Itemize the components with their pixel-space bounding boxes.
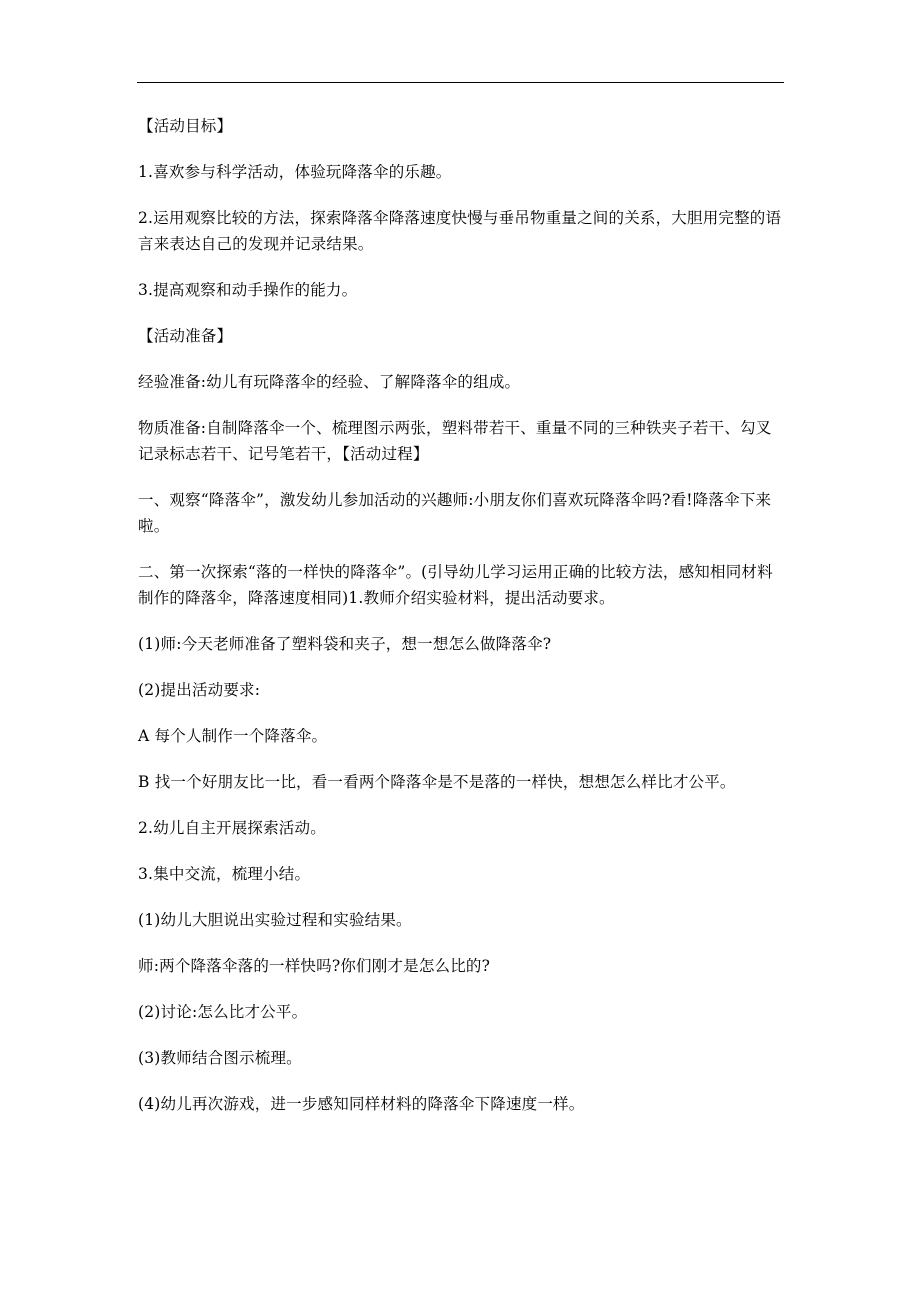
process-substep: (3)教师结合图示梳理。 [138, 1049, 302, 1067]
section-heading-goals: 【活动目标】 [138, 117, 233, 135]
document-body [138, 113, 786, 1137]
goal-item-3: 3.提高观察和动手操作的能力。 [138, 281, 358, 299]
teacher-question: 师:两个降落伞落的一样快吗?你们刚才是怎么比的? [138, 957, 491, 975]
process-substep: (2)讨论:怎么比才公平。 [138, 1003, 308, 1021]
section-heading-preparation: 【活动准备】 [138, 327, 233, 345]
header-rule [137, 82, 784, 83]
process-substep: (1)师:今天老师准备了塑料袋和夹子，想一想怎么做降落伞? [138, 635, 552, 653]
process-step-2: 二、第一次探索“落的一样快的降落伞”。(引导幼儿学习运用正确的比较方法，感知相同材料制作的降落伞，降落速度相同)1.教师介绍实验材料，提出活动要求。 [138, 563, 773, 607]
process-substep: (1)幼儿大胆说出实验过程和实验结果。 [138, 911, 412, 929]
requirement-b: B 找一个好朋友比一比，看一看两个降落伞是不是落的一样快，想想怎么样比才公平。 [138, 773, 736, 791]
preparation-experience: 经验准备:幼儿有玩降落伞的经验、了解降落伞的组成。 [138, 373, 521, 391]
process-substep: (4)幼儿再次游戏，进一步感知同样材料的降落伞下降速度一样。 [138, 1095, 585, 1113]
preparation-materials: 物质准备:自制降落伞一个、梳理图示两张，塑料带若干、重量不同的三种铁夹子若干、勾叉记录标志若干、记号笔若干，【活动过程】 [138, 419, 772, 463]
goal-item-2: 2.运用观察比较的方法，探索降落伞降落速度快慢与垂吊物重量之间的关系，大胆用完整的语言来表达自己的发现并记录结果。 [138, 209, 782, 253]
process-step-1: 一、观察“降落伞”，激发幼儿参加活动的兴趣师:小朋友你们喜欢玩降落伞吗?看!降落伞下来啦。 [138, 491, 772, 535]
goal-item-1: 1.喜欢参与科学活动，体验玩降落伞的乐趣。 [138, 163, 452, 181]
process-substep: 2.幼儿自主开展探索活动。 [138, 819, 326, 837]
requirement-a: A 每个人制作一个降落伞。 [138, 727, 328, 745]
process-substep: 3.集中交流，梳理小结。 [138, 865, 311, 883]
process-substep: (2)提出活动要求: [138, 681, 261, 699]
